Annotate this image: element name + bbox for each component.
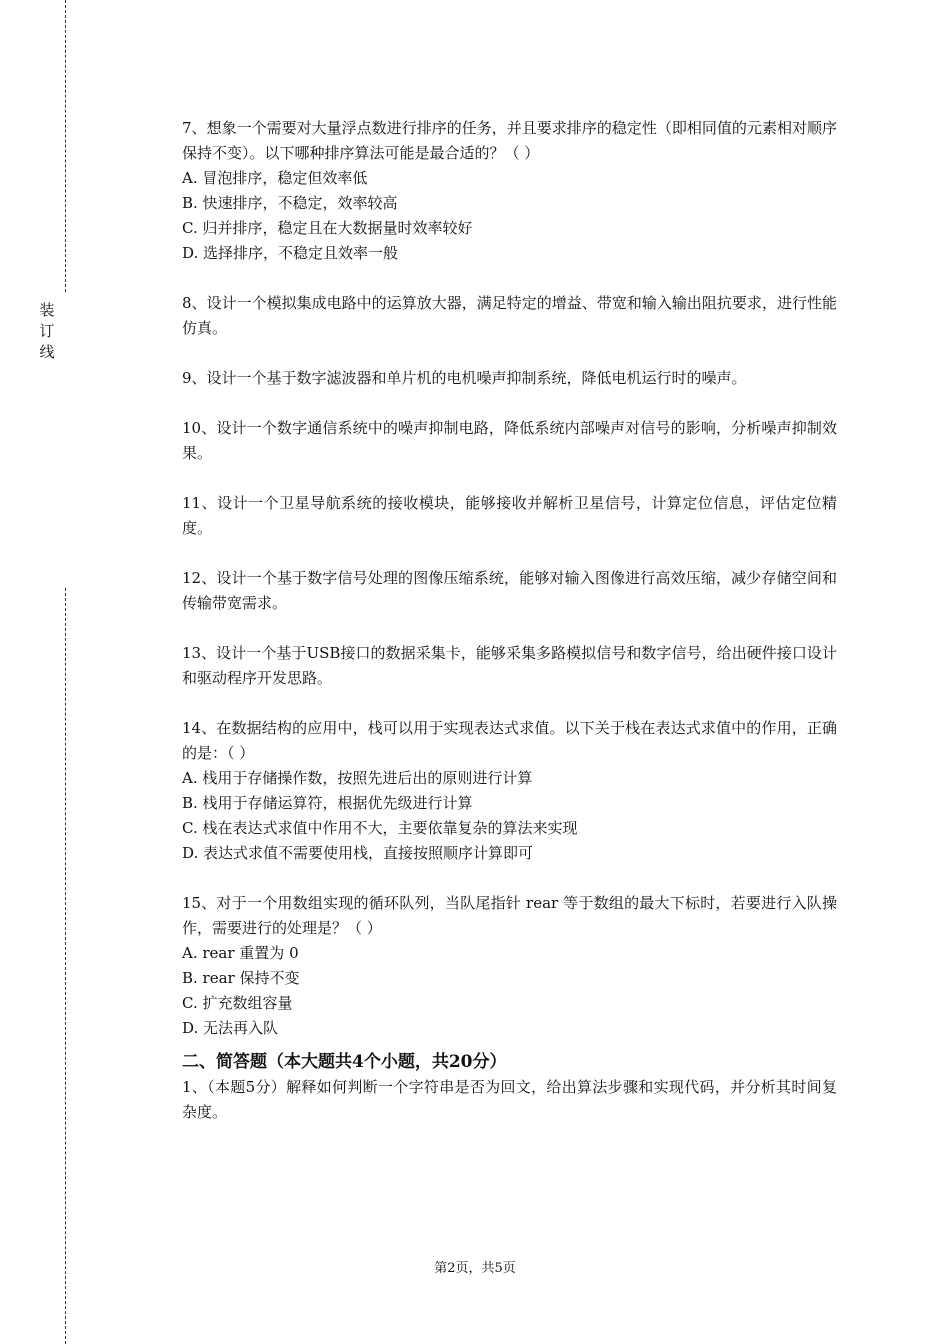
question-stem: 9、设计一个基于数字滤波器和单片机的电机噪声抑制系统，降低电机运行时的噪声。 — [182, 369, 747, 387]
binding-label — [36, 300, 58, 363]
option-list — [182, 166, 837, 266]
question-13 — [182, 641, 837, 691]
question-stem: 11、设计一个卫星导航系统的接收模块，能够接收并解析卫星信号，计算定位信息，评估定位精度。 — [182, 494, 837, 537]
option-d: D. 选择排序，不稳定且效率一般 — [182, 244, 399, 262]
option-a: A. rear 重置为 0 — [182, 944, 299, 962]
question-10 — [182, 416, 837, 466]
binding-line-top — [65, 0, 66, 292]
question-stem: 15、对于一个用数组实现的循环队列，当队尾指针 rear 等于数组的最大下标时，若要进行入队操作，需要进行的处理是？（ ） — [182, 894, 837, 937]
question-12 — [182, 566, 837, 616]
question-stem: 14、在数据结构的应用中，栈可以用于实现表达式求值。以下关于栈在表达式求值中的作用，正确的是：（ ） — [182, 719, 837, 762]
option-d: D. 无法再入队 — [182, 1019, 279, 1037]
short-answer-1 — [182, 1075, 837, 1125]
question-7 — [182, 116, 837, 266]
question-15 — [182, 891, 837, 1041]
option-b: B. 栈用于存储运算符，根据优先级进行计算 — [182, 794, 473, 812]
option-a: A. 冒泡排序，稳定但效率低 — [182, 169, 368, 187]
option-a: A. 栈用于存储操作数，按照先进后出的原则进行计算 — [182, 769, 533, 787]
exam-content — [182, 116, 837, 1150]
section-2-title: 二、简答题（本大题共4个小题，共20分） — [182, 1052, 507, 1072]
option-b: B. rear 保持不变 — [182, 969, 300, 987]
question-stem: 7、想象一个需要对大量浮点数进行排序的任务，并且要求排序的稳定性（即相同值的元素相对顺序保持不变）。以下哪种排序算法可能是最合适的？（ ） — [182, 119, 837, 162]
binding-char: 装 — [39, 301, 55, 319]
question-8 — [182, 291, 837, 341]
question-stem: 10、设计一个数字通信系统中的噪声抑制电路，降低系统内部噪声对信号的影响，分析噪声抑制效果。 — [182, 419, 837, 462]
option-list — [182, 941, 837, 1041]
binding-char: 订 — [39, 322, 55, 340]
question-stem: 8、设计一个模拟集成电路中的运算放大器，满足特定的增益、带宽和输入输出阻抗要求，进行性能仿真。 — [182, 294, 837, 337]
option-c: C. 栈在表达式求值中作用不大，主要依靠复杂的算法来实现 — [182, 819, 578, 837]
option-b: B. 快速排序，不稳定，效率较高 — [182, 194, 398, 212]
question-stem: 13、设计一个基于USB接口的数据采集卡，能够采集多路模拟信号和数字信号，给出硬件接口设计和驱动程序开发思路。 — [182, 644, 837, 687]
question-14 — [182, 716, 837, 866]
question-11 — [182, 491, 837, 541]
question-9 — [182, 366, 837, 391]
page-footer: 第2页，共5页 — [434, 1261, 516, 1276]
question-stem: 12、设计一个基于数字信号处理的图像压缩系统，能够对输入图像进行高效压缩，减少存储空间和传输带宽需求。 — [182, 569, 837, 612]
binding-char: 线 — [39, 343, 55, 361]
option-c: C. 归并排序，稳定且在大数据量时效率较好 — [182, 219, 473, 237]
question-stem: 1、（本题5分）解释如何判断一个字符串是否为回文，给出算法步骤和实现代码，并分析其时间复杂度。 — [182, 1078, 837, 1121]
option-list — [182, 766, 837, 866]
binding-line-bottom — [65, 588, 66, 1344]
option-d: D. 表达式求值不需要使用栈，直接按照顺序计算即可 — [182, 844, 534, 862]
option-c: C. 扩充数组容量 — [182, 994, 293, 1012]
